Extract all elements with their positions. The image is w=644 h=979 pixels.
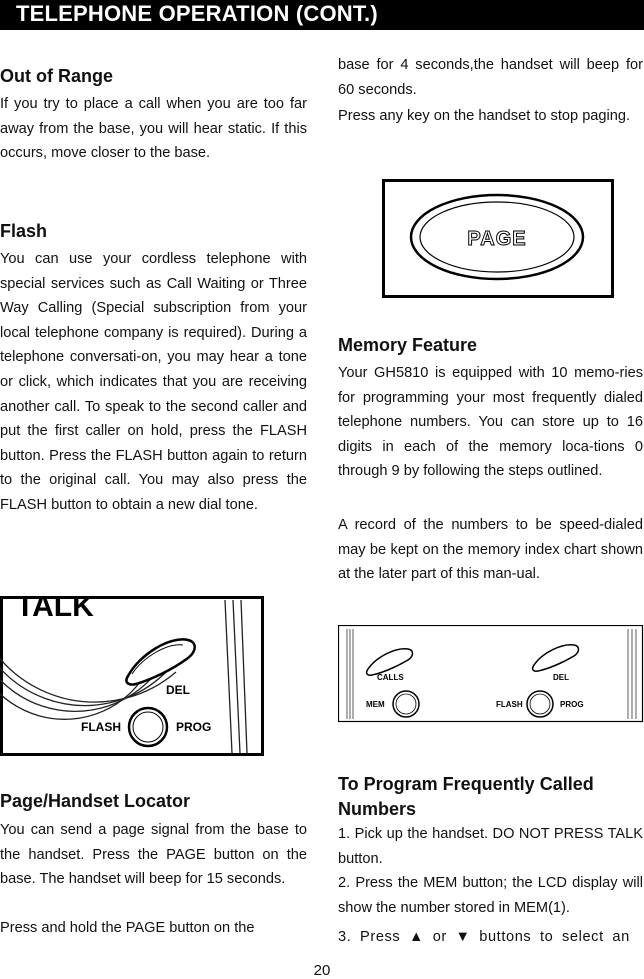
page-locator-text-2-start: Press and hold the PAGE button on the (0, 920, 255, 936)
base-flash-label: FLASH (496, 700, 523, 709)
page-locator-heading: Page/Handset Locator (0, 791, 191, 811)
memory-text-1: Your GH5810 is equipped with 10 memo-ries for programming your most frequently dialed telephone numbers. You can store up to 16 digits in each of the memory loca-tions 0 through 9 by following the steps outlined. (338, 365, 643, 480)
prog-label: PROG (176, 720, 212, 734)
calls-label: CALLS (377, 673, 404, 682)
page-locator-text-3: Press any key on the handset to stop paging. (338, 108, 631, 124)
flash-label: FLASH (81, 720, 121, 734)
flash-text: You can use your cordless telephone with special services such as Call Waiting or Three Way Calling (Special subscription from your local telephone company is required). During a telephone conversati-on, you may hear a tone or click, which indicates that you are receiving another call. To speak to the second caller and put the first caller on hold, press the FLASH button. Press the FLASH button again to return to the original call. You may also press the FLASH button to obtain a new dial tone. (0, 251, 307, 513)
memory-text-2: A record of the numbers to be speed-dialed may be kept on the memory index chart shown at the later part of this man-ual. (338, 517, 643, 583)
page-locator-text-2-cont: base for 4 seconds,the handset will beep for 60 seconds. (338, 57, 643, 98)
program-step-3-start: 3. Press (338, 929, 401, 945)
mem-key-illustration (393, 691, 419, 717)
base-del-label: DEL (553, 673, 569, 682)
up-arrow-icon: ▲ (409, 929, 425, 945)
down-arrow-icon: ▼ (455, 929, 471, 945)
program-heading: To Program Frequently Called Numbers (338, 774, 594, 819)
page-locator-text: You can send a page signal from the base to the handset. Press the PAGE button on the base. The handset will beep for 15 seconds. (0, 822, 307, 888)
talk-label: TALK (16, 596, 94, 623)
handset-keypad-illustration (0, 596, 264, 756)
flash-heading: Flash (0, 221, 48, 241)
program-step-2: 2. Press the MEM button; the LCD display will show the number stored in MEM(1). (338, 875, 643, 916)
base-flash-key-illustration (527, 691, 553, 717)
section-header-bar (0, 0, 644, 30)
base-prog-label: PROG (560, 700, 584, 709)
memory-heading: Memory Feature (338, 335, 478, 355)
base-panel-illustration (338, 625, 644, 723)
program-step-3 (338, 925, 643, 950)
out-of-range-text: If you try to place a call when you are too far away from the base, you will hear static. If this occurs, move closer to the base. (0, 96, 307, 162)
out-of-range-heading: Out of Range (0, 66, 113, 86)
flash-key-illustration (129, 708, 167, 746)
page-button-illustration (382, 179, 614, 299)
page-button-label: PAGE (467, 228, 527, 250)
mem-label: MEM (366, 700, 385, 709)
section-header-title: TELEPHONE OPERATION (CONT.) (16, 1, 378, 26)
program-step-1: 1. Pick up the handset. DO NOT PRESS TALK button. (338, 826, 643, 867)
program-step-3-end: buttons to select an (479, 929, 630, 945)
page-number: 20 (313, 962, 331, 979)
program-step-3-or: or (432, 929, 447, 945)
del-label: DEL (166, 683, 190, 697)
